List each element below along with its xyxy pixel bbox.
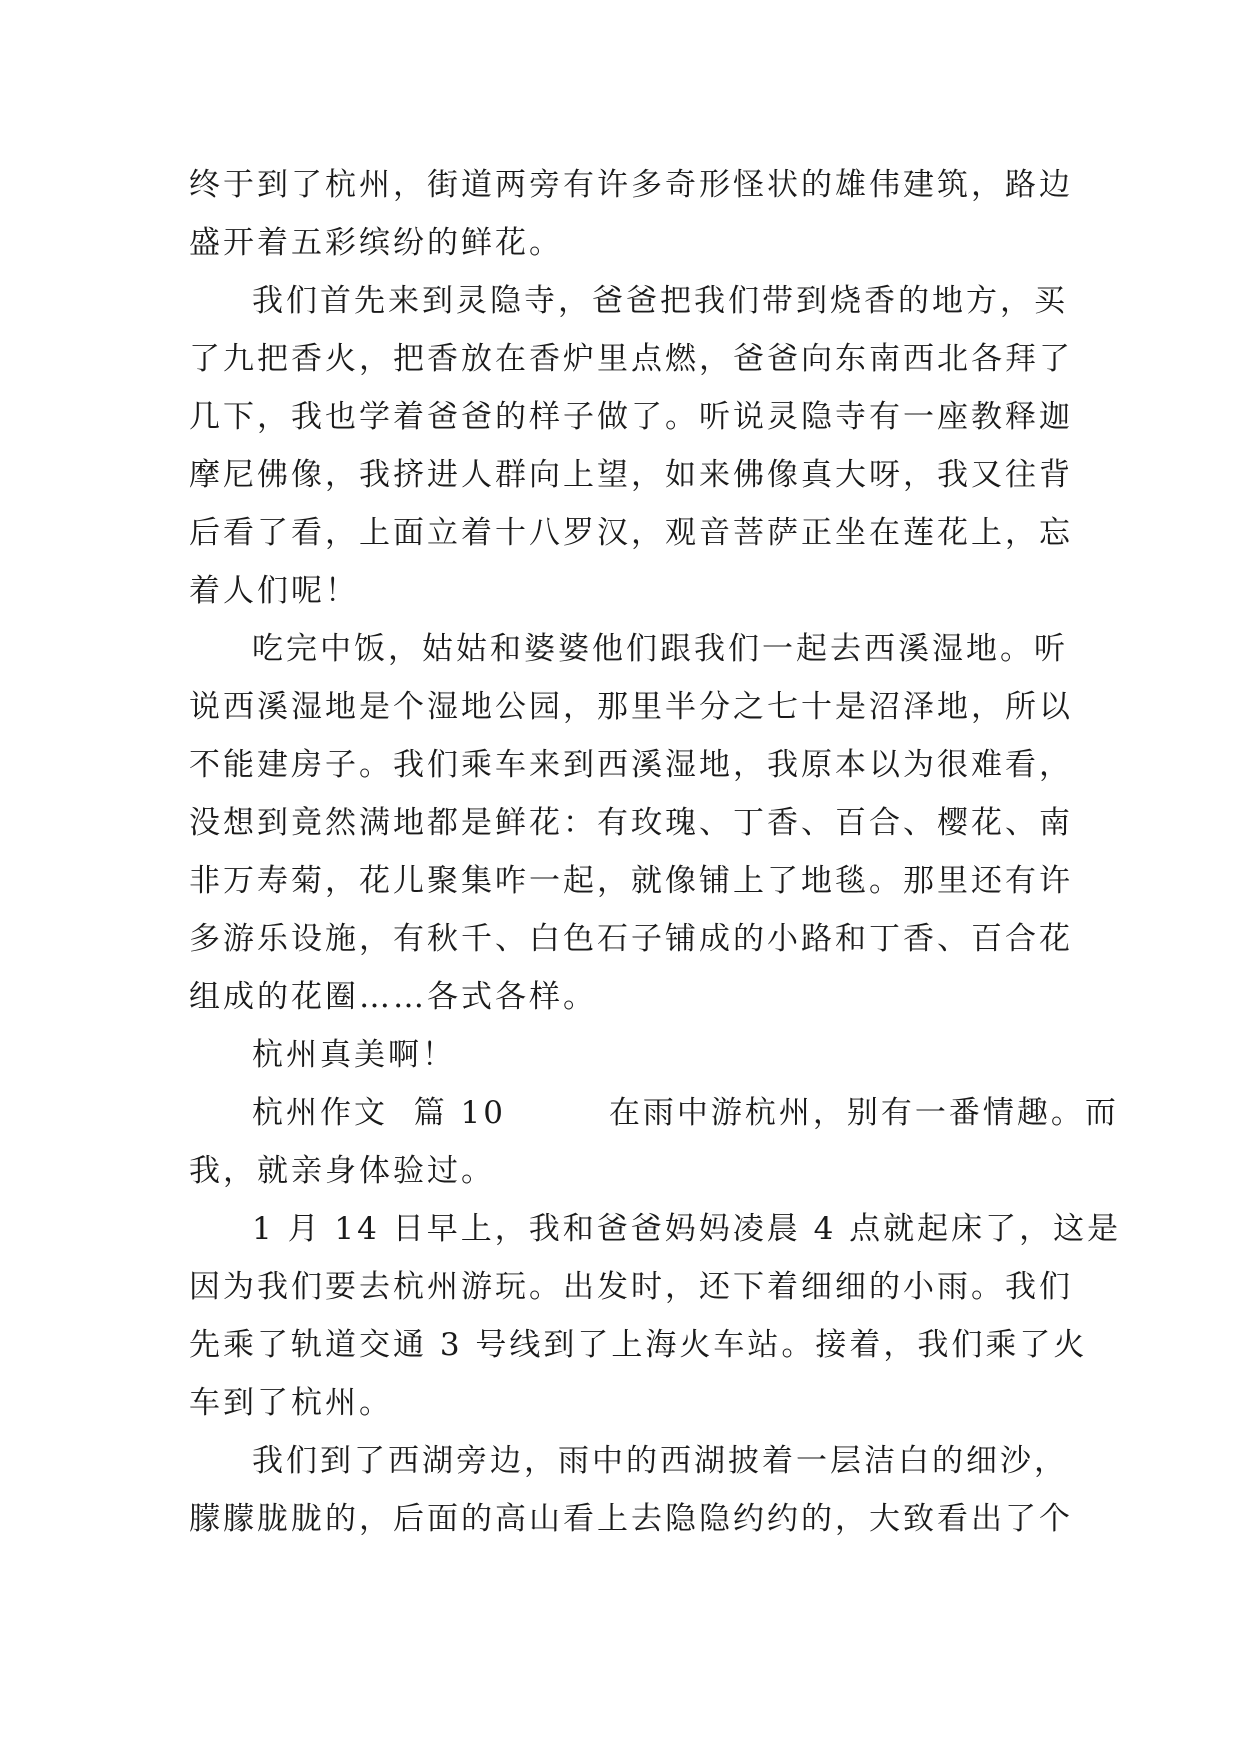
paragraph-first-line: 吃完中饭，姑姑和婆婆他们跟我们一起去西溪湿地。听 — [252, 631, 1068, 667]
text-line: 多游乐设施，有秋千、白色石子铺成的小路和丁香、百合花 — [189, 921, 1073, 957]
text-line: 先乘了轨道交通 3 号线到了上海火车站。接着，我们乘了火 — [189, 1327, 1088, 1363]
text-line: 朦朦胧胧的，后面的高山看上去隐隐约约的，大致看出了个 — [189, 1501, 1073, 1537]
paragraph-first-line: 1 月 14 日早上，我和爸爸妈妈凌晨 4 点就起床了，这是 — [252, 1211, 1122, 1247]
text-line: 我，就亲身体验过。 — [189, 1153, 495, 1189]
text-line: 说西溪湿地是个湿地公园，那里半分之七十是沼泽地，所以 — [189, 689, 1073, 725]
text-line: 几下，我也学着爸爸的样子做了。听说灵隐寺有一座教释迦 — [189, 399, 1073, 435]
text-line: 后看了看，上面立着十八罗汉，观音菩萨正坐在莲花上，忘 — [189, 515, 1073, 551]
text-line: 摩尼佛像，我挤进人群向上望，如来佛像真大呀，我又往背 — [189, 457, 1073, 493]
text-line: 了九把香火，把香放在香炉里点燃，爸爸向东南西北各拜了 — [189, 341, 1073, 377]
text-line: 终于到了杭州，街道两旁有许多奇形怪状的雄伟建筑，路边 — [189, 167, 1073, 203]
paragraph-first-line: 我们首先来到灵隐寺，爸爸把我们带到烧香的地方，买 — [252, 283, 1068, 319]
text-line: 不能建房子。我们乘车来到西溪湿地，我原本以为很难看， — [189, 747, 1073, 783]
text-line: 非万寿菊，花儿聚集咋一起，就像铺上了地毯。那里还有许 — [189, 863, 1073, 899]
text-line: 组成的花圈……各式各样。 — [189, 979, 597, 1015]
text-line: 因为我们要去杭州游玩。出发时，还下着细细的小雨。我们 — [189, 1269, 1073, 1305]
text-line: 没想到竟然满地都是鲜花：有玫瑰、丁香、百合、樱花、南 — [189, 805, 1073, 841]
paragraph-first-line: 我们到了西湖旁边，雨中的西湖披着一层洁白的细沙， — [252, 1443, 1068, 1479]
text-line: 盛开着五彩缤纷的鲜花。 — [189, 225, 563, 261]
paragraph-first-line: 杭州真美啊！ — [252, 1037, 456, 1073]
section-heading-line: 杭州作文 篇 10 在雨中游杭州，别有一番情趣。而 — [252, 1095, 1119, 1131]
text-line: 着人们呢！ — [189, 573, 359, 609]
text-line: 车到了杭州。 — [189, 1385, 393, 1421]
